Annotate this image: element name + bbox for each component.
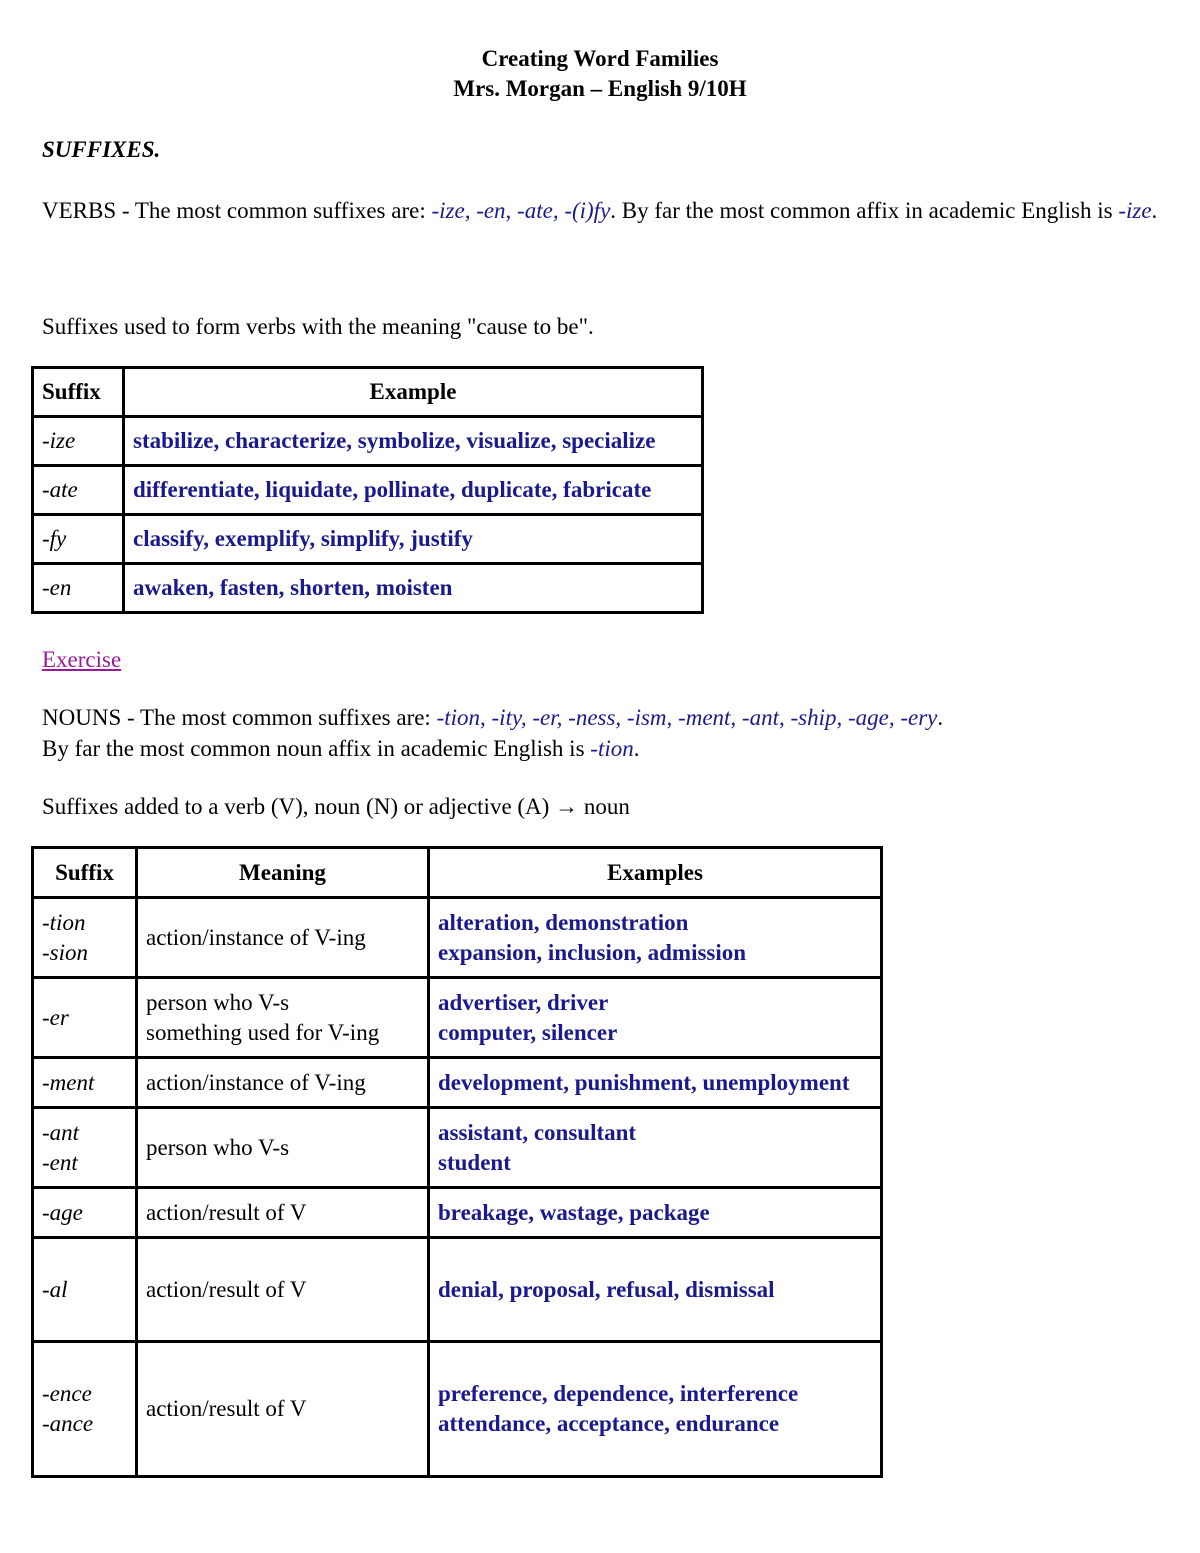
table-row bbox=[33, 978, 882, 1058]
row-examples bbox=[429, 1188, 882, 1238]
table-row bbox=[33, 1342, 882, 1477]
table-row bbox=[33, 1188, 882, 1238]
row-example: stabilize, characterize, symbolize, visualize, specialize bbox=[124, 417, 703, 466]
examples-line: alteration, demonstration bbox=[438, 909, 689, 935]
table-row bbox=[33, 898, 882, 978]
examples-line: assistant, consultant bbox=[438, 1119, 637, 1145]
table-row bbox=[33, 1238, 882, 1342]
header-suffix: Suffix bbox=[33, 848, 137, 898]
row-suffix: -en bbox=[33, 564, 124, 613]
examples-line: student bbox=[438, 1149, 511, 1175]
row-examples bbox=[429, 1108, 882, 1188]
verbs-suffix-list: -ize, -en, -ate, -(i)fy bbox=[431, 198, 611, 223]
document-header bbox=[0, 44, 1200, 104]
row-meaning bbox=[137, 1108, 429, 1188]
verbs-mid: . By far the most common affix in academic English is bbox=[610, 198, 1119, 223]
meaning-line: something used for V-ing bbox=[146, 1019, 380, 1045]
meaning-line: action/result of V bbox=[146, 1396, 307, 1421]
table-row bbox=[33, 1058, 882, 1108]
row-suffix bbox=[33, 898, 137, 978]
table-header-row bbox=[33, 368, 703, 417]
row-examples bbox=[429, 1342, 882, 1477]
table-header-row bbox=[33, 848, 882, 898]
suffix-line: -tion bbox=[42, 909, 86, 935]
section-heading: SUFFIXES. bbox=[42, 137, 161, 162]
nouns-lead: NOUNS - The most common suffixes are: bbox=[42, 705, 437, 730]
header-examples: Examples bbox=[429, 848, 882, 898]
row-examples bbox=[429, 1058, 882, 1108]
row-meaning bbox=[137, 1058, 429, 1108]
row-meaning bbox=[137, 1238, 429, 1342]
nouns-line-2: By far the most common noun affix in academic English is -tion. bbox=[42, 736, 640, 761]
table-row bbox=[33, 417, 703, 466]
row-suffix bbox=[33, 1238, 137, 1342]
row-suffix bbox=[33, 1058, 137, 1108]
verbs-end: . bbox=[1151, 198, 1158, 223]
row-suffix: -ize bbox=[33, 417, 124, 466]
suffix-line: -er bbox=[42, 1004, 69, 1030]
header-suffix: Suffix bbox=[33, 368, 124, 417]
nouns-paragraph bbox=[42, 702, 1172, 764]
verbs-table-intro: Suffixes used to form verbs with the meaning "cause to be". bbox=[42, 314, 594, 339]
row-example: differentiate, liquidate, pollinate, duplicate, fabricate bbox=[124, 466, 703, 515]
nouns-line-1: NOUNS - The most common suffixes are: -tion, -ity, -er, -ness, -ism, -ment, -ant, -ship, -age, -ery. bbox=[42, 705, 944, 730]
table-row bbox=[33, 466, 703, 515]
suffix-line: -ance bbox=[42, 1411, 94, 1436]
row-examples bbox=[429, 1238, 882, 1342]
table-row bbox=[33, 515, 703, 564]
row-examples bbox=[429, 898, 882, 978]
suffix-line: -ant bbox=[42, 1119, 80, 1145]
row-example: awaken, fasten, shorten, moisten bbox=[124, 564, 703, 613]
suffix-line: -ment bbox=[42, 1069, 95, 1095]
examples-line: denial, proposal, refusal, dismissal bbox=[438, 1276, 775, 1302]
meaning-line: person who V-s bbox=[146, 989, 290, 1015]
meaning-line: action/result of V bbox=[146, 1199, 307, 1225]
examples-line: advertiser, driver bbox=[438, 989, 609, 1015]
table-row bbox=[33, 1108, 882, 1188]
verbs-lead: VERBS - The most common suffixes are: bbox=[42, 198, 432, 223]
examples-line: breakage, wastage, package bbox=[438, 1199, 710, 1225]
header-example: Example bbox=[124, 368, 703, 417]
row-suffix bbox=[33, 1342, 137, 1477]
examples-line: development, punishment, unemployment bbox=[438, 1069, 850, 1095]
examples-line: attendance, acceptance, endurance bbox=[438, 1411, 780, 1436]
meaning-line: action/result of V bbox=[146, 1276, 307, 1302]
row-examples bbox=[429, 978, 882, 1058]
nouns-line2-lead: By far the most common noun affix in academic English is bbox=[42, 736, 591, 761]
nouns-table-intro: Suffixes added to a verb (V), noun (N) or adjective (A) → noun bbox=[42, 794, 630, 819]
verbs-paragraph bbox=[42, 195, 1172, 226]
row-meaning bbox=[137, 978, 429, 1058]
suffix-line: -age bbox=[42, 1199, 83, 1225]
header-meaning: Meaning bbox=[137, 848, 429, 898]
nouns-suffix-table bbox=[31, 846, 883, 1478]
meaning-line: person who V-s bbox=[146, 1134, 290, 1160]
row-meaning bbox=[137, 1188, 429, 1238]
examples-line: computer, silencer bbox=[438, 1019, 618, 1045]
row-example: classify, exemplify, simplify, justify bbox=[124, 515, 703, 564]
row-meaning bbox=[137, 1342, 429, 1477]
row-meaning bbox=[137, 898, 429, 978]
verbs-suffix-table bbox=[31, 366, 704, 614]
section-heading-text: SUFFIXES bbox=[42, 137, 155, 162]
document-subtitle: Mrs. Morgan – English 9/10H bbox=[453, 76, 747, 101]
table-row bbox=[33, 564, 703, 613]
suffix-line: -sion bbox=[42, 939, 88, 965]
row-suffix bbox=[33, 1188, 137, 1238]
row-suffix: -fy bbox=[33, 515, 124, 564]
row-suffix bbox=[33, 978, 137, 1058]
document-title: Creating Word Families bbox=[481, 46, 719, 71]
suffix-line: -al bbox=[42, 1276, 68, 1302]
meaning-line: action/instance of V-ing bbox=[146, 1069, 366, 1095]
verbs-top-suffix: -ize bbox=[1118, 198, 1152, 223]
examples-line: preference, dependence, interference bbox=[438, 1381, 799, 1406]
suffix-line: -ence bbox=[42, 1381, 92, 1406]
meaning-line: action/instance of V-ing bbox=[146, 924, 366, 950]
examples-line: expansion, inclusion, admission bbox=[438, 939, 747, 965]
nouns-suffix-list: -tion, -ity, -er, -ness, -ism, -ment, -ant, -ship, -age, -ery bbox=[436, 705, 938, 730]
row-suffix bbox=[33, 1108, 137, 1188]
row-suffix: -ate bbox=[33, 466, 124, 515]
nouns-top-suffix: -tion bbox=[590, 736, 634, 761]
exercise-link[interactable]: Exercise bbox=[42, 647, 122, 672]
suffix-line: -ent bbox=[42, 1149, 78, 1175]
